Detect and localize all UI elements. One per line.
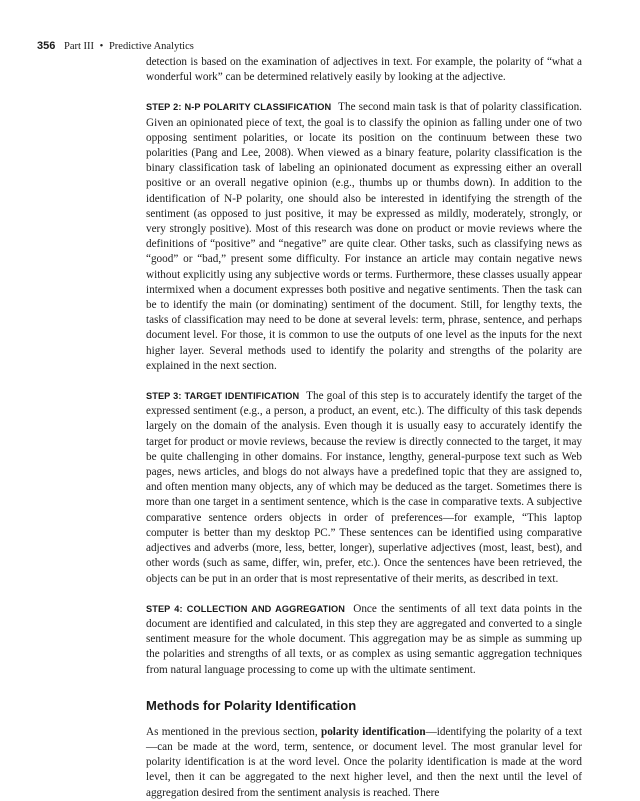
page-body	[146, 55, 582, 801]
step3-heading: STEP 3: TARGET IDENTIFICATION	[146, 391, 300, 402]
step3-paragraph	[146, 389, 582, 587]
step4-text: Once the sentiments of all text data points in the document are identified and calculated, in this step they are aggregated and converted to a single sentiment measure for the whole document. This aggregation may be as simple as summing up the polarities and strengths of all texts, or as complex as using semantic aggregation techniques from natural language processing to come up with the ultimate sentiment.	[146, 602, 583, 676]
chapter-label: Predictive Analytics	[108, 41, 194, 52]
step4-paragraph	[146, 602, 582, 678]
step3-text: The goal of this step is to accurately identify the target of the expressed sentiment (e.g., a person, a product, an event, etc.). The difficulty of this task depends largely on the domain of the analysis. Even though it is usually easy to accurately identify the target for product or movie reviews, because the review is directly connected to the target, it may be quite challenging in other domains. For instance, lengthy, general-purpose text such as Web pages, news articles, and blogs do not always have a predefined topic that they are assigned to, and often mention many objects, any of which may be deduced as the target. Sometimes there is more than one target in a sentiment sentence, which is the case in comparative texts. A subjective comparative sentence orders objects in order of preferences—for example, “This laptop computer is better than my desktop PC.” These sentences can be identified using comparative adjectives and adverbs (more, less, better, longer), superlative adjectives (most, least, best), and other words (such as same, differ, win, prefer, etc.). Once the sentences have been retrieved, the objects can be put in an order that is most representative of their merits, as described in text.	[146, 390, 582, 585]
methods-text-after: —identifying the polarity of a text—can be made at the word, term, sentence, or document level. The most granular level for polarity identification is at the word level. Once the polarity identification is made at the word level, then it can be aggregated to the next higher level, and then the next until the level of aggregation desired from the sentiment analysis is reached. There	[146, 725, 582, 799]
step4-heading: STEP 4: COLLECTION AND AGGREGATION	[146, 603, 345, 614]
section-heading: Methods for Polarity Identification	[146, 697, 357, 713]
running-head	[37, 39, 194, 54]
step2-text: The second main task is that of polarity classification. Given an opinionated piece of text, the goal is to classify the opinion as falling under one of two opposing sentiment polarities, or locate its position on the continuum between these two polarities (Pang and Lee, 2008). When viewed as a binary feature, polarity classification is the binary classification task of labeling an opinionated document as expressing either an overall positive or an overall negative opinion (e.g., thumbs up or thumbs down). In addition to the identification of N-P polarity, one should also be interested in identifying the strength of the sentiment (as opposed to just positive, it may be expressed as mildly, moderately, strongly, or very strongly positive). Most of this research was done on product or movie reviews where the definitions of “positive” and “negative” are quite clear. Other tasks, such as classifying news as “good” or “bad,” present some difficulty. For instance an article may contain negative news without explicitly using any subjective words or terms. Furthermore, these classes usually appear intermixed when a document expresses both positive and negative sentiments. Then the task can be to identify the main (or dominating) sentiment of the document. Still, for lengthy texts, the tasks of classification may need to be done at several levels: term, phrase, sentence, and perhaps document level. For those, it is common to use the outputs of one level as the inputs for the next higher layer. Several methods used to identify the polarity and strengths of the polarity are explained in the next section.	[146, 101, 582, 372]
step2-heading: STEP 2: N-P POLARITY CLASSIFICATION	[146, 102, 332, 113]
running-head-separator: •	[99, 41, 104, 52]
intro-paragraph: detection is based on the examination of adjectives in text. For example, the polarity of “what a wonderful work” can be determined relatively easily by looking at the adjective.	[146, 56, 582, 84]
methods-keyword: polarity identification	[320, 725, 426, 738]
page-number: 356	[37, 40, 56, 52]
step2-paragraph	[146, 100, 582, 374]
methods-text-before: As mentioned in the previous section,	[146, 725, 321, 738]
methods-paragraph	[146, 725, 582, 801]
part-label: Part III	[63, 41, 95, 52]
